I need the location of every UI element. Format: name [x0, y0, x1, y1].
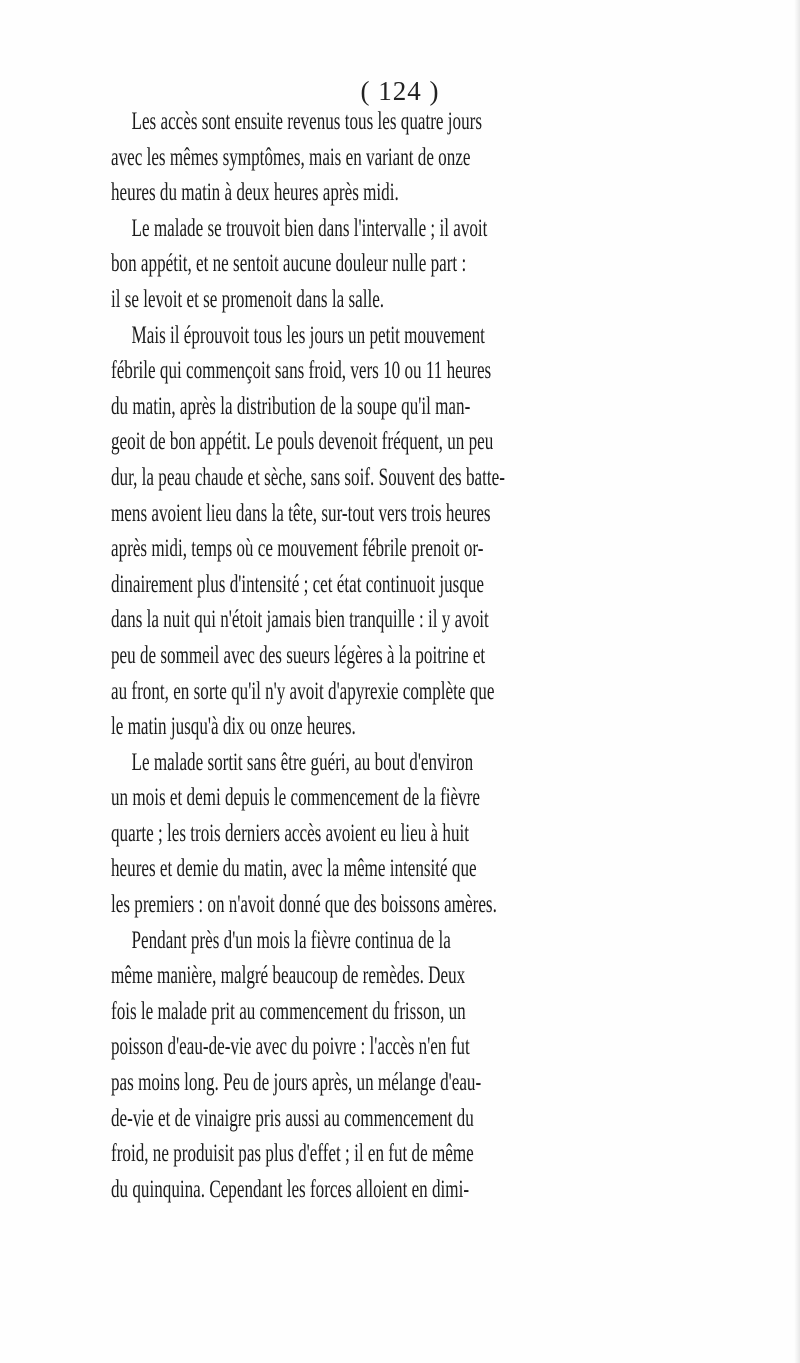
text-line: Le malade se trouvoit bien dans l'intervalle ; il avoit [131, 214, 488, 242]
text-line: avec les mêmes symptômes, mais en variant de onze [111, 143, 471, 171]
text-line: un mois et demi depuis le commencement de la fièvre [111, 784, 480, 812]
page-number: ( 124 ) [360, 76, 440, 106]
text-line: dinairement plus d'intensité ; cet état continuoit jusque [111, 570, 485, 598]
text-line: Le malade sortit sans être guéri, au bout d'environ [131, 748, 474, 776]
text-line: du matin, après la distribution de la soupe qu'il man- [111, 392, 471, 420]
text-line: geoit de bon appétit. Le pouls devenoit fréquent, un peu [111, 428, 494, 456]
text-line: peu de sommeil avec des sueurs légères à la poitrine et [111, 641, 486, 669]
text-line: dur, la peau chaude et sèche, sans soif. Souvent des batte- [111, 463, 505, 491]
text-line: Pendant près d'un mois la fièvre continua de la [131, 926, 451, 954]
text-line: froid, ne produisit pas plus d'effet ; il en fut de même [111, 1140, 474, 1168]
text-line: après midi, temps où ce mouvement fébrile prenoit or- [111, 535, 484, 563]
text-line: il se levoit et se promenoit dans la salle. [111, 285, 385, 313]
text-line: le matin jusqu'à dix ou onze heures. [111, 713, 356, 741]
text-line: mens avoient lieu dans la tête, sur-tout vers trois heures [111, 499, 491, 527]
text-line: Mais il éprouvoit tous les jours un petit mouvement [131, 321, 485, 349]
text-line: heures du matin à deux heures après midi. [111, 179, 399, 207]
text-line: du quinquina. Cependant les forces alloient en dimi- [111, 1175, 470, 1203]
text-line: fébrile qui commençoit sans froid, vers 10 ou 11 heures [111, 357, 492, 385]
text-line: pas moins long. Peu de jours après, un mélange d'eau- [111, 1069, 482, 1097]
body-text [111, 104, 800, 1207]
text-line: quarte ; les trois derniers accès avoient eu lieu à huit [111, 819, 470, 847]
text-line: les premiers : on n'avoit donné que des boissons amères. [111, 891, 497, 919]
text-line: même manière, malgré beaucoup de remèdes. Deux [111, 962, 466, 990]
text-line: poisson d'eau-de-vie avec du poivre : l'accès n'en fut [111, 1033, 470, 1061]
text-line: fois le malade prit au commencement du frisson, un [111, 997, 466, 1025]
text-line: Les accès sont ensuite revenus tous les quatre jours [131, 108, 482, 135]
text-line: de-vie et de vinaigre pris aussi au commencement du [111, 1104, 474, 1132]
text-line: au front, en sorte qu'il n'y avoit d'apyrexie complète que [111, 677, 495, 705]
text-line: bon appétit, et ne sentoit aucune douleur nulle part : [111, 250, 467, 278]
text-line: dans la nuit qui n'étoit jamais bien tranquille : il y avoit [111, 606, 489, 634]
page-edge-shadow [794, 0, 800, 1363]
text-line: heures et demie du matin, avec la même intensité que [111, 855, 477, 883]
